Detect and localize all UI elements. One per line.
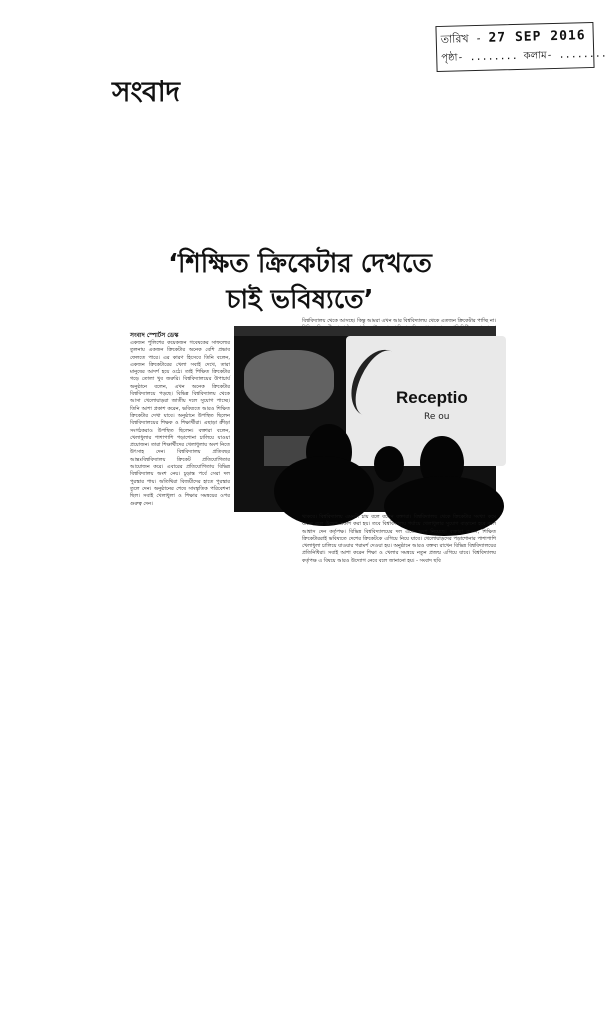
article-byline: সংবাদ স্পোর্টস ডেস্ক: [130, 332, 179, 339]
article-column-1: [130, 340, 230, 685]
headline-line-1: ‘শিক্ষিত ক্রিকেটার দেখতে: [168, 249, 432, 279]
article-column-2-top: [302, 318, 496, 326]
headline-line-2: চাই ভবিষ্যতে’: [226, 285, 374, 315]
reception-board-subtext: Re ou: [424, 412, 450, 422]
newspaper-masthead: সংবাদ: [112, 75, 180, 108]
article-photo: [234, 326, 496, 512]
stamp-date-row: [441, 27, 586, 50]
stamp-page-row: পৃষ্ঠা- ........ কলাম- ........: [441, 48, 607, 64]
article-column-2-bottom: [302, 514, 496, 686]
article-headline: [130, 246, 470, 318]
article-column-2-bottom-text: থাকবে। বিশ্ববিদ্যালয় এমনটা চায় বলে বলেন বক্তারা। বিশ্ববিদ্যালয় থেকে ক্রিকেটার সংখ্যা কমে যাচ্ছে বলে উদ্বেগ প্রকাশ করা হয়। তবে বিশ্ববিদ্যালয় পর্যায়ে খেলাধুলার সুযোগ বাড়ানো হবে বলে আশ্বাস দেন কর্তৃপক্ষ। বিভিন্ন বিশ্ববিদ্যালয়ের দল এতে অংশ নিয়েছে। বক্তারা বলেন, শিক্ষিত ক্রিকেটাররাই ভবিষ্যতে দেশের ক্রিকেটকে এগিয়ে নিয়ে যাবে। খেলোয়াড়দের পড়াশোনার পাশাপাশি খেলাধুলা চালিয়ে যাওয়ার পরামর্শ দেওয়া হয়। অনুষ্ঠানে আরও বক্তব্য রাখেন বিভিন্ন বিশ্ববিদ্যালয়ের প্রতিনিধিরা। সবাই আশা করেন শিক্ষা ও খেলার সমন্বয়ে নতুন প্রজন্ম এগিয়ে যাবে। বিশ্ববিদ্যালয় কর্তৃপক্ষ এ বিষয়ে আরও উদ্যোগ নেবে বলে জানানো হয়। - সংবাদ ছবি: [302, 514, 496, 564]
person-silhouette: [374, 446, 404, 482]
photo-caption-strip: [234, 326, 496, 336]
date-stamp: [435, 22, 607, 72]
stamp-date-prefix: তারিখ -: [440, 31, 483, 46]
reception-board-text: Receptio: [396, 388, 468, 407]
photo-light-area: [244, 350, 334, 410]
stamp-date: 27 SEP 2016: [488, 28, 586, 46]
article-column-2-top-text: বিশ্ববিদ্যালয় থেকে আসছে। কিন্তু আমরা এখন আর বিশ্ববিদ্যালয় থেকে এতজন ক্রিকেটার পাচ্ছি না।: [302, 318, 496, 324]
article-column-1-text: একজন পুলিশের কয়েকজন গবেষকের সাফল্যের তুলনায় একজন ক্রিকেটার অনেক বেশি প্রভাব ফেলতে পারে। এর কারণ হিসেবে তিনি বলেন, একজন ক্রিকেটারের খেলা সবাই দেখে, তারা মানুষের আদর্শ হয়ে ওঠে। তাই শিক্ষিত ক্রিকেটার গড়ে তোলা খুব জরুরি। বিশ্ববিদ্যালয়ের উপাচার্য অনুষ্ঠানে বলেন, এখন অনেক ক্রিকেটার বিশ্ববিদ্যালয়ে পড়ছে। বিভিন্ন বিশ্ববিদ্যালয় থেকে আসা খেলোয়াড়রা জাতীয় দলে সুযোগ পাচ্ছে। তিনি আশা প্রকাশ করেন, ভবিষ্যতে আরও শিক্ষিত ক্রিকেটার দেখা যাবে। অনুষ্ঠানে উপস্থিত ছিলেন বিশ্ববিদ্যালয়ের শিক্ষক ও শিক্ষার্থীরা। এছাড়া ক্রীড়া সংগঠকরাও উপস্থিত ছিলেন। বক্তারা বলেন, খেলাধুলার পাশাপাশি পড়াশোনা চালিয়ে যাওয়া প্রয়োজন। তারা শিক্ষার্থীদের খেলাধুলায় অংশ নিতে উৎসাহ দেন। বিশ্ববিদ্যালয় প্রতিবছর আন্তঃবিশ্ববিদ্যালয় ক্রিকেট প্রতিযোগিতার আয়োজন করে। এবারের প্রতিযোগিতায় বিভিন্ন বিশ্ববিদ্যালয় অংশ নেয়। চূড়ান্ত পর্বে সেরা দল পুরস্কার পায়। অতিথিরা বিজয়ীদের হাতে পুরস্কার তুলে দেন। অনুষ্ঠানের শেষে সাংস্কৃতিক পরিবেশনা ছিল। সবাই খেলাধুলা ও শিক্ষার সমন্বয়ের ওপর গুরুত্ব দেন।: [130, 340, 230, 507]
